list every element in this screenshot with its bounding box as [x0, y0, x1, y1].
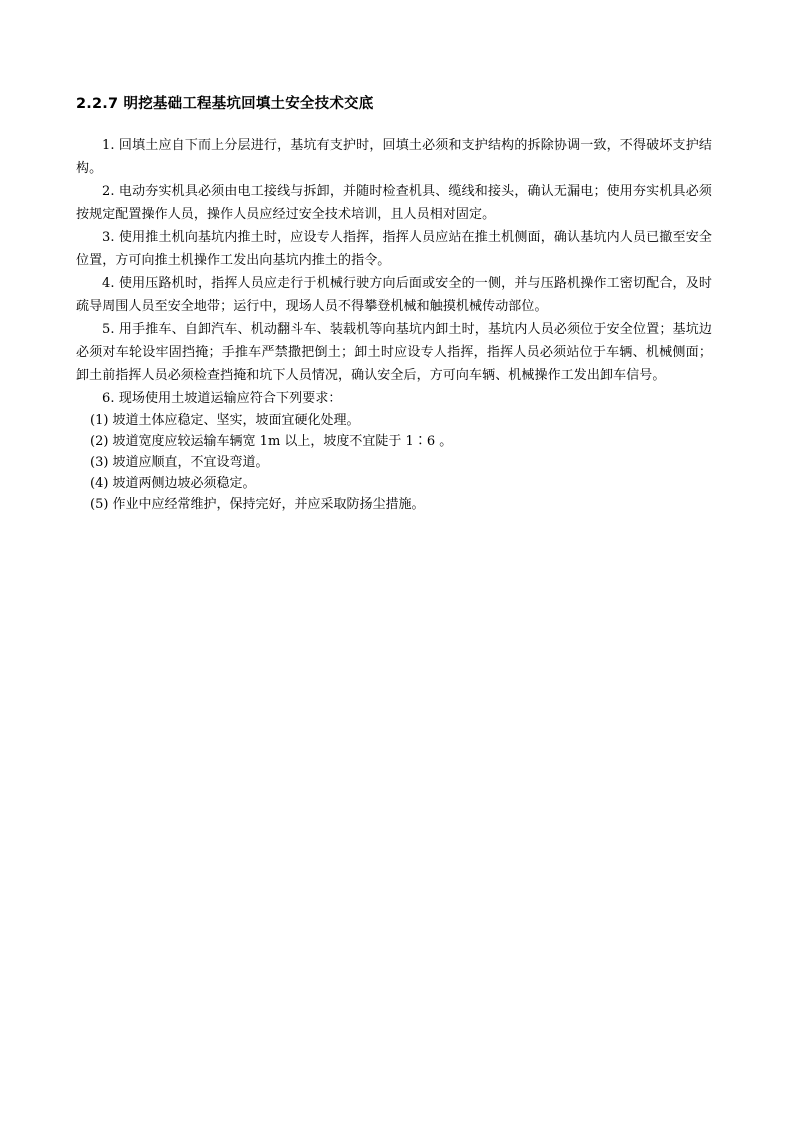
document-body [76, 94, 712, 515]
list-item-3: (3) 坡道应顺直，不宜设弯道。 [90, 455, 269, 470]
section-heading: 2.2.7 明挖基础工程基坑回填土安全技术交底 [76, 96, 374, 112]
paragraph-3: 3. 使用推土机向基坑内推土时，应设专人指挥，指挥人员应站在推土机侧面，确认基坑内人员已撤至安全位置，方可向推土机操作工发出向基坑内推土的指令。 [76, 230, 712, 268]
list-item-1: (1) 坡道土体应稳定、坚实，坡面宜硬化处理。 [90, 413, 360, 428]
paragraph-4: 4. 使用压路机时，指挥人员应走行于机械行驶方向后面或安全的一侧，并与压路机操作工密切配合，及时疏导周围人员至安全地带；运行中，现场人员不得攀登机械和触摸机械传动部位。 [76, 276, 712, 314]
paragraph-2: 2. 电动夯实机具必须由电工接线与拆卸，并随时检查机具、缆线和接头，确认无漏电；使用夯实机具必须按规定配置操作人员，操作人员应经过安全技术培训，且人员相对固定。 [76, 184, 712, 222]
paragraph-1: 1. 回填土应自下而上分层进行，基坑有支护时，回填土必须和支护结构的拆除协调一致，不得破坏支护结构。 [76, 138, 712, 176]
list-item-5: (5) 作业中应经常维护，保持完好，并应采取防扬尘措施。 [90, 497, 425, 512]
paragraph-6: 6. 现场使用土坡道运输应符合下列要求： [102, 391, 342, 406]
list-item-4: (4) 坡道两侧边坡必须稳定。 [90, 476, 256, 491]
paragraph-5: 5. 用手推车、自卸汽车、机动翻斗车、装载机等向基坑内卸土时，基坑内人员必须位于安全位置；基坑边必须对车轮设牢固挡掩；手推车严禁撒把倒土；卸土时应设专人指挥，指挥人员必须站位于车辆、机械侧面；卸土前指挥人员必须检查挡掩和坑下人员情况，确认安全后，方可向车辆、机械操作工发出卸车信号。 [76, 322, 712, 383]
list-item-2: (2) 坡道宽度应较运输车辆宽 1m 以上，坡度不宜陡于 1∶6 。 [90, 434, 453, 449]
